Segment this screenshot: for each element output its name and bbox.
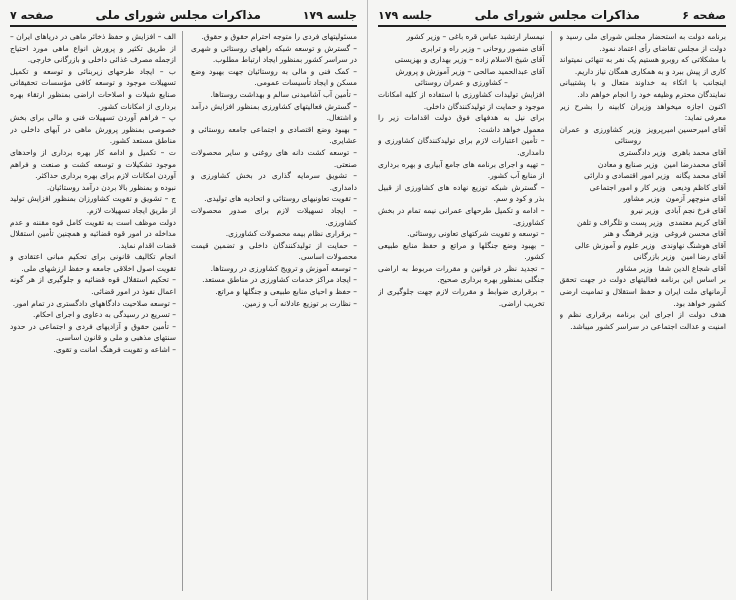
minister-name: آقای فرخ نجم آبادی	[664, 205, 726, 215]
paragraph: – ایجاد مراکز خدمات کشاورزی در مناطق مستعد.	[202, 275, 357, 285]
paragraph: – گسترش شبکه توزیع نهاده های کشاورزی از قبیل بذر و کود و سم.	[378, 182, 545, 204]
minister-role: وزیر کار و امور اجتماعی	[589, 182, 666, 192]
session-label: جلسه ۱۷۹	[302, 8, 357, 22]
paragraph: – تأمین آب آشامیدنی سالم و بهداشت روستاها.	[210, 89, 357, 99]
minister-role: وزیر علوم و آموزش عالی	[574, 240, 655, 250]
minister-role: وزیر دادگستری	[618, 147, 666, 157]
paragraph: پ – فراهم آوردن تسهیلات فنی و مالی برای بخش خصوصی بمنظور پرورش ماهی در آبهای داخلی در مناطق مستعد کشور.	[10, 113, 176, 146]
minister-role: وزیر صنایع و معادن	[597, 159, 658, 169]
section-heading: – کشاورزی و عمران روستائی	[414, 78, 508, 88]
paragraph: – حفظ و احیای منابع طبیعی و جنگلها و مراتع.	[215, 287, 357, 297]
minister-name: آقای محسن فروغی	[664, 229, 726, 239]
text-column-right	[191, 31, 357, 591]
minister-role: وزیر کشاورزی و عمران روستائی	[559, 124, 642, 146]
paragraph: – حمایت از تولیدکنندگان داخلی و تضمین قیمت محصولات اساسی.	[191, 240, 357, 262]
minister-name: آقای محمد یگانه	[675, 171, 726, 181]
page-header	[378, 8, 726, 27]
paragraph: – توسعه آموزش و ترویج کشاورزی در روستاها.	[210, 263, 357, 273]
list-item	[560, 240, 727, 252]
list-item	[560, 251, 727, 263]
minister-name: آقای شجاع الدین شفا	[658, 263, 726, 273]
paragraph: ج – تشویق و تقویت کشاورزان بمنظور افزایش تولید از طریق ایجاد تسهیلات لازم.	[10, 194, 176, 215]
paragraph: بر اساس این برنامه فعالیتهای دولت در جهت تحقق آرمانهای ملت ایران و حفظ استقلال و تمامیت ارضی کشور خواهد بود.	[559, 275, 726, 308]
minister-role: وزیر پست و تلگراف و تلفن	[577, 217, 663, 227]
paragraph: – کمک فنی و مالی به روستائیان جهت بهبود وضع مسکن و ایجاد تأسیسات عمومی.	[191, 66, 357, 88]
list-item	[560, 228, 727, 240]
paragraph: – توسعه کشت دانه های روغنی و سایر محصولات صنعتی.	[191, 147, 357, 169]
paragraph: – ادامه و تکمیل طرحهای عمرانی نیمه تمام در بخش کشاورزی.	[378, 205, 545, 227]
list-item	[560, 159, 727, 171]
paragraph: – نظارت بر توزیع عادلانه آب و زمین.	[242, 298, 357, 308]
minister-name: آقای هوشنگ نهاوندی	[660, 240, 726, 250]
text-column-left	[378, 31, 552, 591]
paragraph: – توسعه و تقویت شرکتهای تعاونی روستائی.	[407, 229, 545, 239]
paragraph: آقای عبدالحمید صالحی – وزیر آموزش و پرورش	[395, 66, 545, 76]
publication-title: مذاکرات مجلس شورای ملی	[474, 8, 640, 22]
paragraph: ب – ایجاد طرحهای زیربنائی و توسعه و تکمیل تسهیلات موجود و توسعه کافی مؤسسات تحقیقاتی صنایع شیلات و اصلاحات اراضی بمنظور ارتقاء بهره برداری از امکانات کشور.	[10, 66, 176, 111]
list-item	[560, 182, 727, 194]
paragraph: – اشاعه و تقویت فرهنگ امانت و تقوی.	[53, 345, 176, 355]
paragraph: افزایش تولیدات کشاورزی با استفاده از کلیه امکانات موجود و حمایت از تولیدکنندگان داخلی.	[378, 89, 545, 111]
minister-name: آقای رضا امین	[681, 252, 726, 262]
page-number: صفحه ۶	[682, 8, 726, 22]
page-six	[368, 0, 736, 600]
list-item	[560, 217, 727, 229]
paragraph: – تقویت تعاونیهای روستائی و اتحادیه های تولیدی.	[204, 194, 357, 204]
text-column-right	[560, 31, 727, 591]
paragraph: – تهیه و اجرای برنامه های جامع آبیاری و بهره برداری از منابع آب کشور.	[378, 159, 545, 181]
paragraph: برنامه دولت به استحضار مجلس شورای ملی رسید و دولت از مجلس تقاضای رأی اعتماد نمود.	[559, 32, 726, 53]
minister-role: وزیر فرهنگ و هنر	[603, 229, 659, 239]
minister-role: وزیر مشاور	[623, 194, 660, 204]
paragraph: الف – افزایش و حفظ ذخائر ماهی در دریاهای ایران – از طریق تکثیر و پرورش انواع ماهی مورد احتیاج ازجمله مصرف غذائی داخلی و بازرگانی خارجی.	[10, 32, 176, 65]
paragraph: – تحکیم استقلال قوه قضائیه و جلوگیری از هر گونه اعمال نفوذ در امور قضائی.	[10, 275, 176, 297]
paragraph: ت – تکمیل و ادامه کار بهره برداری از واحدهای موجود تشکیلات و توسعه کشت و صنعت و فراهم آوردن امکانات لازم برای بهره برداری حداکثر.	[10, 147, 176, 181]
paragraph: انجام تکالیف قانونی برای تحکیم مبانی اعتقادی و تقویت اصول اخلاقی جامعه و حفظ ارزشهای ملی.	[10, 252, 176, 273]
paragraph: – ایجاد تسهیلات لازم برای صدور محصولات کشاورزی.	[191, 205, 357, 227]
paragraph: اینجانب با اتکاء به خداوند متعال و با پشتیبانی نمایندگان محترم وظیفه خود را انجام خواهم داد.	[559, 78, 726, 99]
minister-role: وزیر بازرگانی	[633, 252, 676, 262]
paragraph: – برقراری ضوابط و مقررات لازم جهت جلوگیری از تخریب اراضی.	[378, 287, 545, 308]
minister-name: آقای منوچهر آزمون	[665, 194, 726, 204]
list-item	[560, 170, 727, 182]
session-label: جلسه ۱۷۹	[378, 8, 433, 22]
paragraph: – تأمین اعتبارات لازم برای تولیدکنندگان کشاورزی و دامداری.	[378, 136, 545, 157]
publication-title: مذاکرات مجلس شورای ملی	[95, 8, 261, 22]
paragraph: – بهبود وضع اقتصادی و اجتماعی جامعه روستائی و عشایری.	[191, 124, 357, 146]
minister-role: وزیر نیرو	[630, 205, 659, 215]
list-item	[560, 147, 727, 159]
paragraph: مسئولیتهای فردی را متوجه احترام حقوق و حقوق.	[201, 32, 357, 41]
minister-name: آقای محمدرضا امین	[663, 159, 726, 169]
paragraph: برای نیل به هدفهای فوق دولت اقدامات زیر را معمول خواهد داشت:	[378, 113, 545, 134]
minister-name: آقای محمد باهری	[671, 147, 726, 157]
minister-list	[560, 124, 727, 275]
minister-name: آقای کریم معتمدی	[668, 217, 726, 227]
paragraph: – برقراری نظام بیمه محصولات کشاورزی.	[225, 229, 357, 239]
paragraph: – گسترش فعالیتهای کشاورزی بمنظور افزایش درآمد و اشتغال.	[191, 101, 357, 123]
minister-name: آقای امیرحسین امیرپرویز	[647, 124, 726, 134]
list-item	[560, 205, 727, 217]
paragraph: نیمسار ارتشبد عباس قره باغی – وزیر کشور	[406, 32, 545, 41]
page-header	[10, 8, 357, 27]
paragraph: – تأمین حقوق و آزادیهای فردی و اجتماعی در حدود سنتهای مذهبی و ملی و قانون اساسی.	[10, 321, 176, 343]
paragraph: – تجدید نظر در قوانین و مقررات مربوط به اراضی جنگلی بمنظور بهره برداری صحیح.	[378, 263, 545, 285]
page-number: صفحه ۷	[10, 8, 54, 22]
paragraph: – تسریع در رسیدگی به دعاوی و اجرای احکام.	[32, 310, 176, 320]
paragraph: – گسترش و توسعه شبکه راههای روستائی و شهری در سراسر کشور بمنظور ایجاد ارتباط مطلوب.	[191, 43, 357, 65]
minister-name: آقای کاظم ودیعی	[671, 182, 726, 192]
paragraph: اکنون اجازه میخواهد وزیران کابینه را بشرح زیر معرفی نماید:	[559, 101, 726, 123]
paragraph: – تشویق سرمایه گذاری در بخش کشاورزی و دامداری.	[191, 171, 357, 192]
minister-role: وزیر مشاور	[616, 263, 653, 273]
paragraph: هدف دولت از اجرای این برنامه برقراری نظم و امنیت و عدالت اجتماعی در سراسر کشور میباشد.	[559, 310, 726, 331]
list-item	[560, 263, 727, 275]
paragraph: – بهبود وضع جنگلها و مراتع و حفظ منابع طبیعی کشور.	[378, 240, 545, 262]
paragraph: آقای منصور روحانی – وزیر راه و ترابری	[420, 43, 545, 53]
list-item	[560, 124, 727, 147]
paragraph: – توسعه صلاحیت دادگاههای دادگستری در تمام امور.	[12, 298, 176, 308]
text-column-left	[10, 31, 183, 591]
list-item	[560, 193, 727, 205]
paragraph: دولت موظف است به تقویت کامل قوه مقننه و عدم مداخله در امور قوه قضائیه و همچنین تأمین استقلال قضات اقدام نماید.	[10, 217, 176, 250]
paragraph: نبوده و بمنظور بالا بردن درآمد روستائیان.	[46, 182, 176, 192]
minister-role: وزیر امور اقتصادی و دارائی	[584, 171, 670, 181]
paragraph: آقای شیخ الاسلام زاده – وزیر بهداری و بهزیستی	[394, 55, 545, 65]
paragraph: با مشکلاتی که روبرو هستیم یک نفر به تنهائی نمیتواند کاری از پیش ببرد و به همکاری همگان نیاز داریم.	[559, 55, 726, 76]
